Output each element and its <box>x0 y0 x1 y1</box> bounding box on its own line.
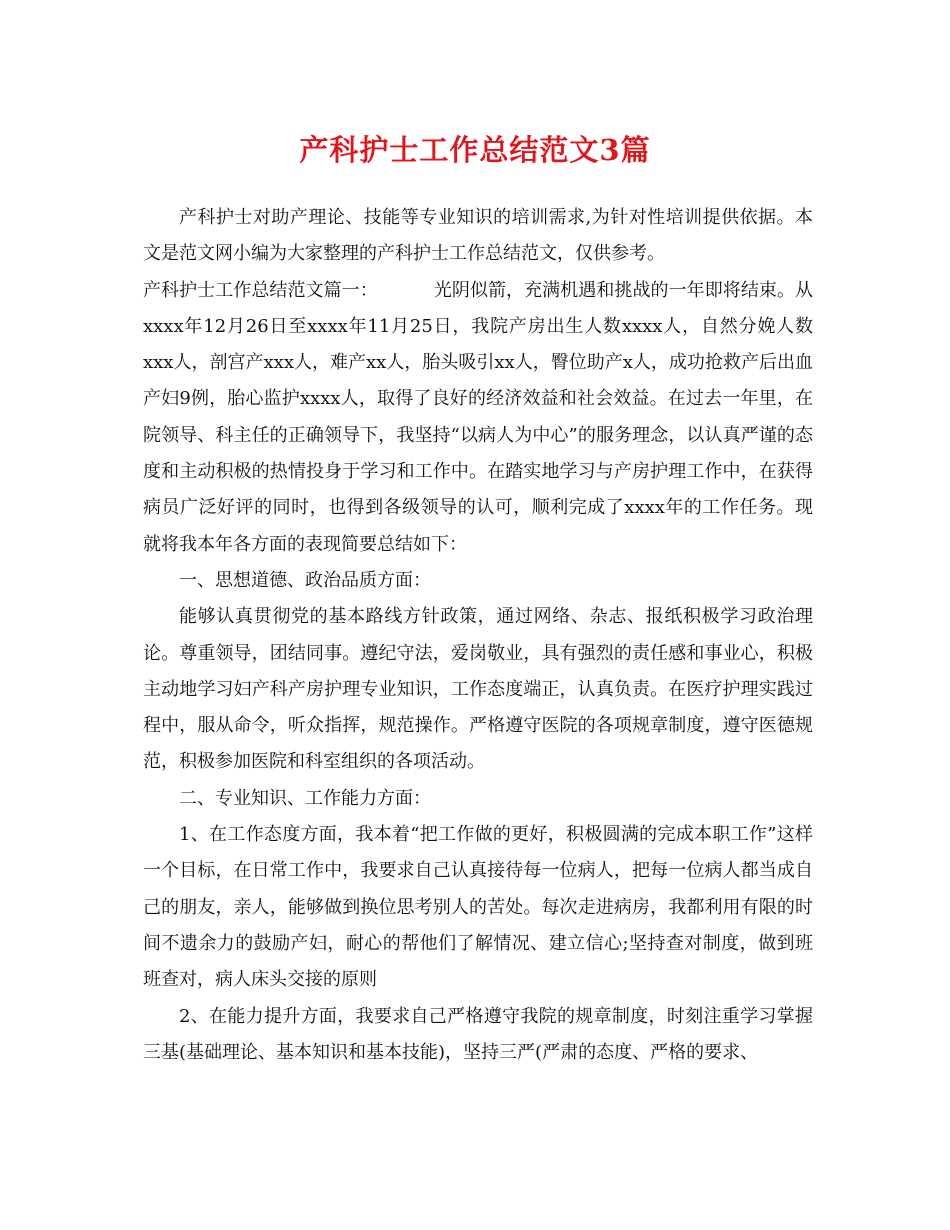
section-paragraph-1: 能够认真贯彻党的基本路线方针政策，通过网络、杂志、报纸积极学习政治理论。尊重领导，团结同事。遵纪守法，爱岗敬业，具有强烈的责任感和事业心，积极主动地学习妇产科产房护理专业知识，工作态度端正，认真负责。在医疗护理实践过程中，服从命令，听众指挥，规范操作。严格遵守医院的各项规章制度，遵守医德规范，积极参加医院和科室组织的各项活动。 <box>143 606 813 773</box>
document-body <box>143 200 813 1071</box>
section-heading-2: 二、专业知识、工作能力方面： <box>179 787 431 809</box>
article-one-heading: 产科护士工作总结范文篇一： <box>143 279 378 301</box>
article-one-opening: 光阴似箭，充满机遇和挑战的一年即将结束。 <box>433 279 795 301</box>
intro-paragraph <box>143 200 813 273</box>
intro-line-2: 本文是范文网小编为大家整理的产科护士工作总结范文，仅供参考。 <box>143 207 813 265</box>
article-one-paragraph <box>143 273 813 563</box>
intro-line-1: 产科护士对助产理论、技能等专业知识的培训需求,为针对性培训提供依据。 <box>179 207 795 228</box>
section-paragraph-2-1: 1、在工作态度方面，我本着“把工作做的更好，积极圆满的完成本职工作”这样一个目标，在日常工作中，我要求自己认真接待每一位病人，把每一位病人都当成自己的朋友，亲人，能够做到换位思考别人的苦处。每次走进病房，我都利用有限的时间不遗余力的鼓励产妇，耐心的帮他们了解情况、建立信心;坚持查对制度，做到班班查对，病人床头交接的原则 <box>143 824 813 991</box>
article-one-body: 从xxxx年12月26日至xxxx年11月25日，我院产房出生人数xxxx人，自然分娩人数xxx人，剖宫产xxx人，难产xx人，胎头吸引xx人，臀位助产x人，成功抢救产后出血产妇9例，胎心监护xxxx人，取得了良好的经济效益和社会效益。在过去一年里，在院领导、科主任的正确领导下，我坚持“以病人为中心”的服务理念，以认真严谨的态度和主动积极的热情投身于学习和工作中。在踏实地学习与产房护理工作中，在获得病员广泛好评的同时，也得到各级领导的认可，顺利完成了xxxx年的工作任务。现就将我本年各方面的表现简要总结如下： <box>143 279 813 555</box>
document-title: 产科护士工作总结范文3篇 <box>299 133 651 167</box>
section-paragraph-2-2: 2、在能力提升方面，我要求自己严格遵守我院的规章制度，时刻注重学习掌握三基(基础理论、基本知识和基本技能)，坚持三严(严肃的态度、严格的要求、 <box>143 1005 813 1063</box>
section-heading-1: 一、思想道德、政治品质方面： <box>179 569 431 591</box>
